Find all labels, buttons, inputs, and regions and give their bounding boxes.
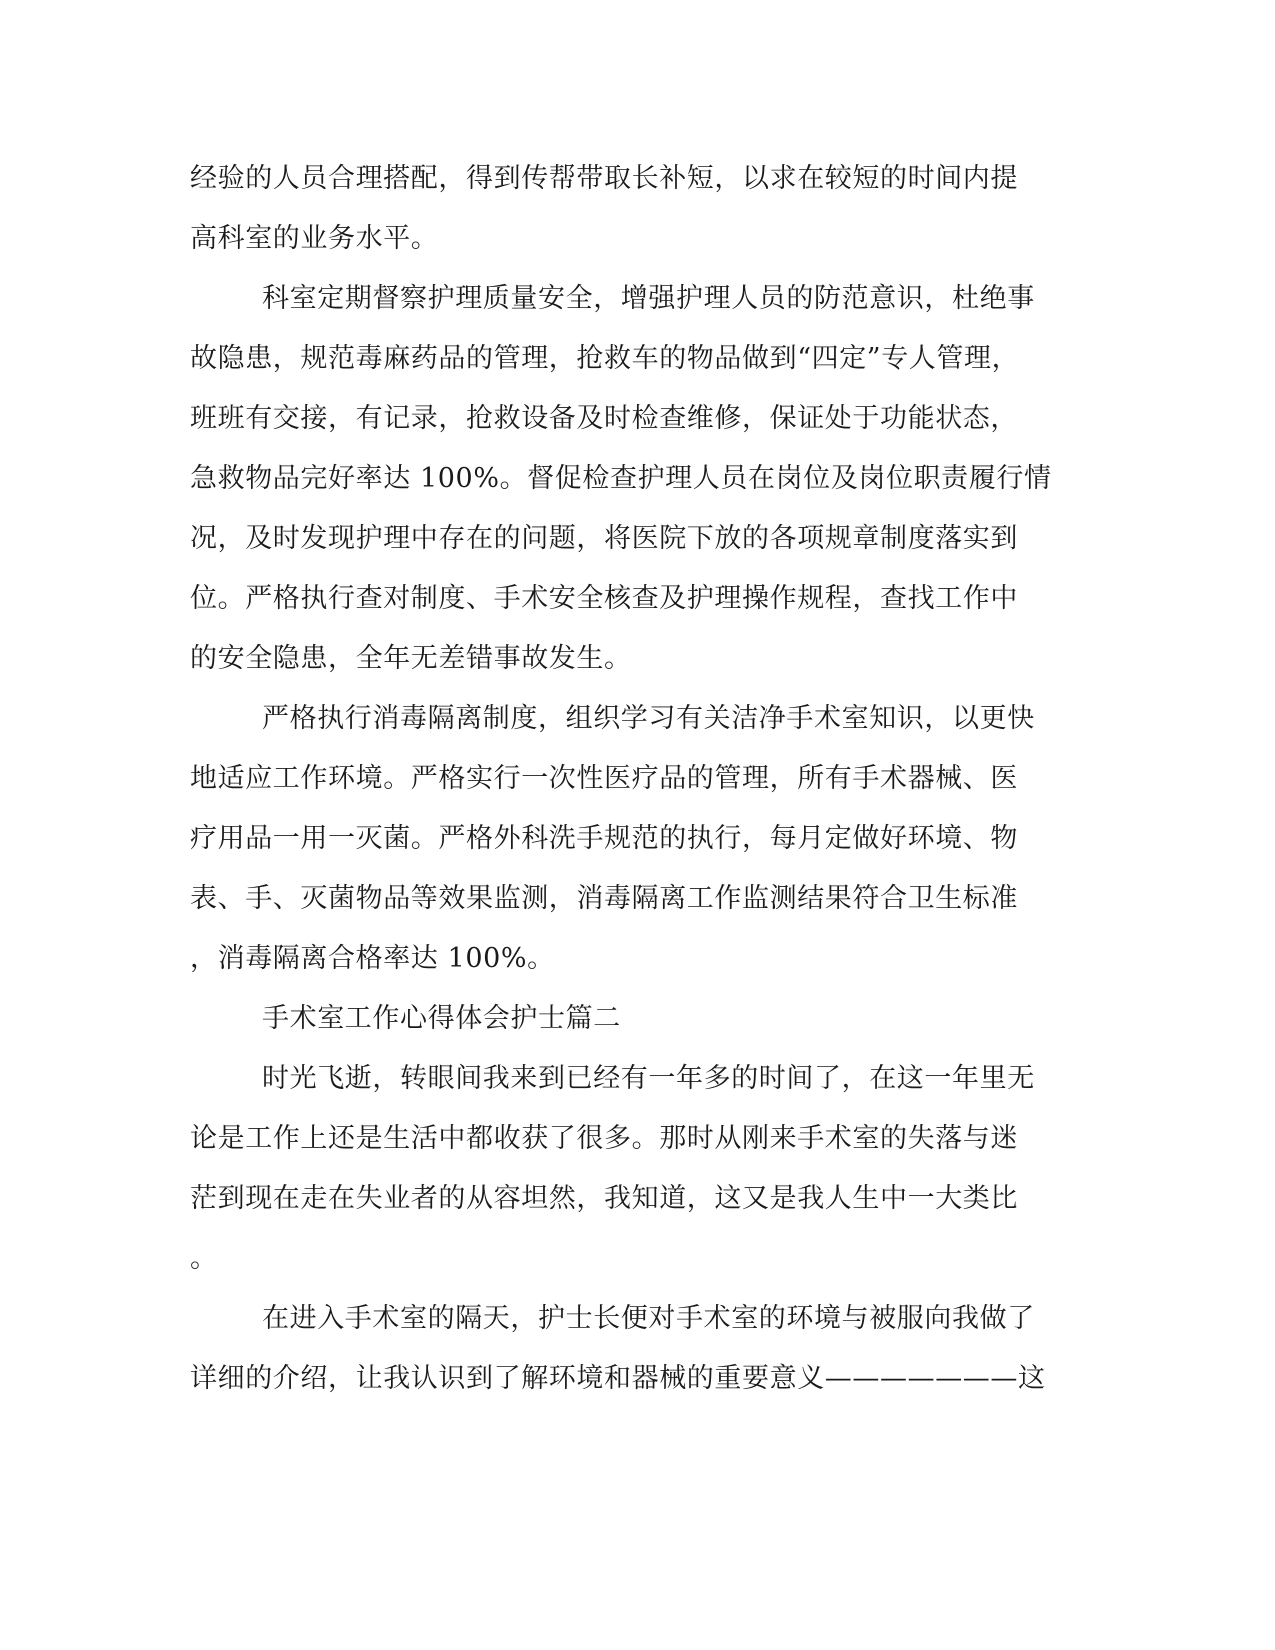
paragraph-line: 急救物品完好率达 100%。督促检查护理人员在岗位及岗位职责履行情 (190, 463, 1052, 494)
paragraph-first-line: 时光飞逝，转眼间我来到已经有一年多的时间了，在这一年里无 (262, 1063, 1035, 1094)
paragraph-first-line: 科室定期督察护理质量安全，增强护理人员的防范意识，杜绝事 (262, 283, 1035, 314)
paragraph-line: 详细的介绍，让我认识到了解环境和器械的重要意义———————这 (190, 1363, 1046, 1394)
paragraph-line: 表、手、灭菌物品等效果监测，消毒隔离工作监测结果符合卫生标准 (190, 883, 1018, 914)
paragraph-first-line: 严格执行消毒隔离制度，组织学习有关洁净手术室知识，以更快 (262, 703, 1035, 734)
paragraph-line: 位。严格执行查对制度、手术安全核查及护理操作规程，查找工作中 (190, 583, 1018, 614)
paragraph-line: ，消毒隔离合格率达 100%。 (190, 943, 555, 974)
paragraph-line: 班班有交接，有记录，抢救设备及时检查维修，保证处于功能状态， (190, 403, 1018, 434)
paragraph-line: 论是工作上还是生活中都收获了很多。那时从刚来手术室的失落与迷 (190, 1123, 1018, 1154)
section-heading: 手术室工作心得体会护士篇二 (262, 1003, 621, 1034)
paragraph-line: 经验的人员合理搭配，得到传帮带取长补短，以求在较短的时间内提 (190, 163, 1018, 194)
paragraph-line: 故隐患，规范毒麻药品的管理，抢救车的物品做到“四定”专人管理， (190, 343, 1020, 374)
paragraph-line: 的安全隐患，全年无差错事故发生。 (190, 643, 632, 674)
paragraph-line: 地适应工作环境。严格实行一次性医疗品的管理，所有手术器械、医 (190, 763, 1018, 794)
paragraph-line: 疗用品一用一灭菌。严格外科洗手规范的执行，每月定做好环境、物 (190, 823, 1018, 854)
paragraph-line: 。 (190, 1243, 218, 1274)
paragraph-line: 茫到现在走在失业者的从容坦然，我知道，这又是我人生中一大类比 (190, 1183, 1018, 1214)
paragraph-first-line: 在进入手术室的隔天，护士长便对手术室的环境与被服向我做了 (262, 1303, 1035, 1334)
paragraph-line: 高科室的业务水平。 (190, 223, 439, 254)
paragraph-line: 况，及时发现护理中存在的问题，将医院下放的各项规章制度落实到 (190, 523, 1018, 554)
